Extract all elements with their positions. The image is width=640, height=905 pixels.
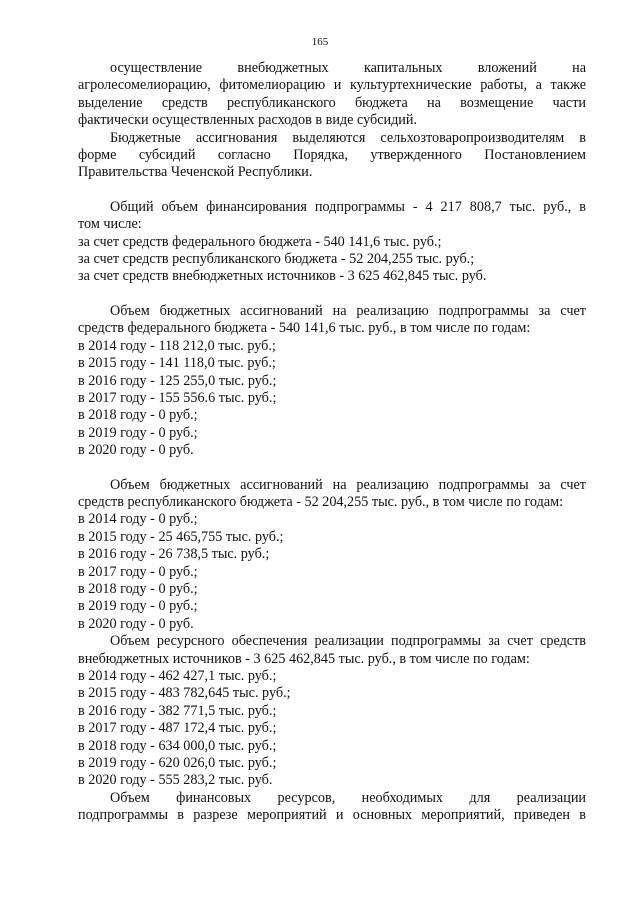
year-amount-line: в 2020 году - 0 руб. [78, 442, 194, 459]
text-line: Бюджетные ассигнования выделяются сельхозтоваропроизводителям в [110, 129, 586, 146]
text-line: Общий объем финансирования подпрограммы - 4 217 808,7 тыс. руб., в [110, 198, 586, 215]
year-amount-line: в 2015 году - 141 118,0 тыс. руб.; [78, 355, 276, 372]
text-line: Объем финансовых ресурсов, необходимых для реализации [110, 789, 586, 806]
text-line: Объем бюджетных ассигнований на реализацию подпрограммы за счет [110, 476, 586, 493]
year-amount-line: в 2014 году - 0 руб.; [78, 511, 198, 528]
year-amount-line: в 2015 году - 483 782,645 тыс. руб.; [78, 685, 291, 702]
section-extrabudgetary [78, 633, 586, 790]
year-amount-line: в 2017 году - 0 руб.; [78, 563, 198, 580]
year-amount-line: в 2019 году - 0 руб.; [78, 598, 198, 615]
year-amount-line: в 2016 году - 125 255,0 тыс. руб.; [78, 372, 277, 389]
text-line: том числе: [78, 216, 142, 233]
year-amount-line: в 2020 году - 555 283,2 тыс. руб. [78, 772, 273, 789]
year-amount-line: в 2015 году - 25 465,755 тыс. руб.; [78, 528, 284, 545]
financing-source-line: за счет средств внебюджетных источников - 3 625 462,845 тыс. руб. [78, 268, 487, 285]
year-amount-line: в 2019 году - 620 026,0 тыс. руб.; [78, 755, 277, 772]
paragraph-financial-resources [78, 790, 586, 825]
section-total-financing [78, 199, 586, 286]
year-amount-line: в 2018 году - 0 руб.; [78, 407, 198, 424]
financing-source-line: за счет средств республиканского бюджета - 52 204,255 тыс. руб.; [78, 251, 475, 268]
year-amount-line: в 2017 году - 155 556.6 тыс. руб.; [78, 389, 277, 406]
page-number: 165 [311, 36, 329, 48]
paragraph-subsidies [78, 130, 586, 182]
text-line: Объем ресурсного обеспечения реализации подпрограммы за счет средств [110, 633, 586, 650]
year-amount-line: в 2014 году - 462 427,1 тыс. руб.; [78, 668, 277, 684]
text-line: средств республиканского бюджета - 52 204,255 тыс. руб., в том числе по годам: [78, 493, 564, 510]
year-amount-line: в 2016 году - 382 771,5 тыс. руб.; [78, 702, 277, 719]
page-content [78, 60, 586, 825]
text-line: форме субсидий согласно Порядка, утвержденного Постановлением [78, 147, 586, 164]
text-line: осуществление внебюджетных капитальных вложений на [110, 60, 586, 76]
financing-source-line: за счет средств федерального бюджета - 540 141,6 тыс. руб.; [78, 233, 442, 250]
year-amount-line: в 2016 году - 26 738,5 тыс. руб.; [78, 546, 270, 563]
year-amount-line: в 2017 году - 487 172,4 тыс. руб.; [78, 720, 277, 737]
section-republican-budget [78, 477, 586, 634]
text-line: внебюджетных источников - 3 625 462,845 тыс. руб., в том числе по годам: [78, 650, 530, 667]
year-amount-line: в 2019 году - 0 руб.; [78, 424, 198, 441]
text-line: фактически осуществленных расходов в виде субсидий. [78, 112, 418, 129]
text-line: средств федерального бюджета - 540 141,6 тыс. руб., в том числе по годам: [78, 320, 531, 337]
text-line: Объем бюджетных ассигнований на реализацию подпрограммы за счет [110, 302, 586, 319]
text-line: Правительства Чеченской Республики. [78, 164, 313, 181]
section-federal-budget [78, 303, 586, 460]
text-line: агролесомелиорацию, фитомелиорацию и культуртехнические работы, а также [78, 77, 586, 94]
text-line: подпрограммы в разрезе мероприятий и основных мероприятий, приведен в [78, 807, 586, 824]
year-amount-line: в 2014 году - 118 212,0 тыс. руб.; [78, 337, 276, 354]
year-amount-line: в 2020 году - 0 руб. [78, 615, 194, 632]
text-line: выделение средств республиканского бюджета на возмещение части [78, 94, 586, 111]
year-amount-line: в 2018 году - 634 000,0 тыс. руб.; [78, 737, 277, 754]
paragraph-capital-investments [78, 60, 586, 130]
year-amount-line: в 2018 году - 0 руб.; [78, 580, 198, 597]
